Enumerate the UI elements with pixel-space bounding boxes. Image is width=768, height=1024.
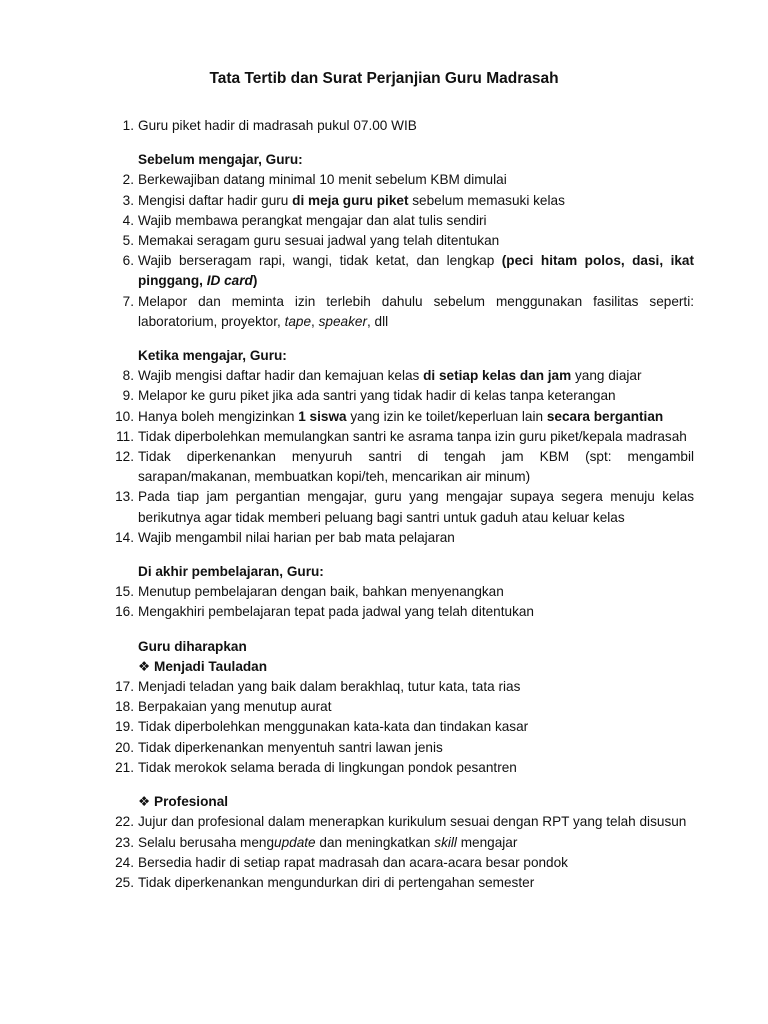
rule-number: 6.	[122, 253, 134, 269]
section-heading-diharapkan: Guru diharapkan	[138, 638, 247, 654]
rule-number: 23.	[115, 834, 134, 850]
rule-item-2	[110, 170, 694, 190]
rule-number: 19.	[115, 719, 134, 735]
rule-number: 24.	[115, 854, 134, 870]
rule-text: Pada tiap jam pergantian mengajar, guru yang mengajar supaya segera menuju kelas berikutnya agar tidak memberi peluang bagi santri untuk gaduh atau keluar kelas	[138, 489, 694, 525]
rule-number: 16.	[115, 604, 134, 620]
rule-item-1	[110, 116, 694, 136]
rule-text: Wajib mengambil nilai harian per bab mata pelajaran	[138, 529, 455, 545]
rule-text: Selalu berusaha mengupdate dan meningkatkan skill mengajar	[138, 834, 518, 850]
rule-item-16	[110, 602, 694, 622]
rule-item-23	[110, 833, 694, 853]
rule-number: 5.	[122, 233, 134, 249]
rule-number: 13.	[115, 489, 134, 505]
rule-text: Menutup pembelajaran dengan baik, bahkan menyenangkan	[138, 584, 504, 600]
document-title: Tata Tertib dan Surat Perjanjian Guru Madrasah	[209, 70, 559, 87]
rule-number: 10.	[115, 408, 134, 424]
rule-number: 11.	[116, 428, 134, 444]
rule-text: Wajib mengisi daftar hadir dan kemajuan kelas di setiap kelas dan jam yang diajar	[138, 368, 642, 384]
rule-item-4	[110, 211, 694, 231]
rule-item-13	[110, 487, 694, 527]
section-heading-sebelum: Sebelum mengajar, Guru:	[138, 152, 303, 168]
rule-number: 15.	[115, 584, 134, 600]
rule-item-14	[110, 528, 694, 548]
rule-item-5	[110, 231, 694, 251]
diamond-bullet-icon: ❖	[138, 794, 151, 810]
rule-item-10	[110, 407, 694, 427]
section-heading-ketika: Ketika mengajar, Guru:	[138, 348, 287, 364]
rule-text: Melapor dan meminta izin terlebih dahulu sebelum menggunakan fasilitas seperti: laboratorium, proyektor, tape, speaker, dll	[138, 293, 694, 329]
rule-text: Wajib berseragam rapi, wangi, tidak ketat, dan lengkap (peci hitam polos, dasi, ikat pinggang, ID card)	[138, 253, 694, 289]
rule-item-19	[110, 717, 694, 737]
rule-text: Tidak diperbolehkan memulangkan santri ke asrama tanpa izin guru piket/kepala madrasah	[138, 428, 687, 444]
rule-text: Berpakaian yang menutup aurat	[138, 699, 332, 715]
rule-number: 12.	[115, 449, 134, 465]
rule-item-12	[110, 447, 694, 487]
rule-text: Menjadi teladan yang baik dalam berakhlaq, tutur kata, tata rias	[138, 679, 521, 695]
rule-item-25	[110, 873, 694, 893]
rule-text: Mengakhiri pembelajaran tepat pada jadwal yang telah ditentukan	[138, 604, 534, 620]
rule-number: 25.	[115, 874, 134, 890]
rule-text: Berkewajiban datang minimal 10 menit sebelum KBM dimulai	[138, 172, 507, 188]
rule-text: Tidak diperkenankan menyentuh santri lawan jenis	[138, 739, 443, 755]
subheading-tauladan: ❖ Menjadi Tauladan	[110, 657, 694, 677]
rule-item-17	[110, 677, 694, 697]
rule-item-18	[110, 697, 694, 717]
section-heading-akhir: Di akhir pembelajaran, Guru:	[138, 564, 324, 580]
rule-text: Guru piket hadir di madrasah pukul 07.00 WIB	[138, 118, 417, 133]
rule-item-6	[110, 251, 694, 291]
rule-number: 4.	[122, 212, 134, 228]
rule-number: 7.	[122, 293, 134, 309]
rule-number: 8.	[122, 368, 134, 384]
rule-text: Tidak diperbolehkan menggunakan kata-kata dan tindakan kasar	[138, 719, 529, 735]
rule-item-15	[110, 582, 694, 602]
rule-item-21	[110, 758, 694, 778]
rule-number: 20.	[115, 739, 134, 755]
rule-number: 1.	[122, 118, 134, 133]
rule-number: 3.	[122, 192, 134, 208]
rule-item-24	[110, 853, 694, 873]
rule-item-8	[110, 366, 694, 386]
rule-number: 9.	[122, 388, 134, 404]
document-body	[110, 116, 694, 893]
rule-number: 18.	[115, 699, 134, 715]
diamond-bullet-icon: ❖	[138, 658, 151, 674]
rule-number: 2.	[122, 172, 134, 188]
rule-text: Tidak diperkenankan mengundurkan diri di pertengahan semester	[138, 874, 535, 890]
rule-text: Bersedia hadir di setiap rapat madrasah dan acara-acara besar pondok	[138, 854, 568, 870]
rule-text: Hanya boleh mengizinkan 1 siswa yang izin ke toilet/keperluan lain secara bergantian	[138, 408, 664, 424]
rule-item-3	[110, 191, 694, 211]
rule-text: Memakai seragam guru sesuai jadwal yang telah ditentukan	[138, 233, 500, 249]
rule-text: Wajib membawa perangkat mengajar dan alat tulis sendiri	[138, 212, 487, 228]
rule-text: Tidak merokok selama berada di lingkungan pondok pesantren	[138, 759, 517, 775]
rule-item-9	[110, 386, 694, 406]
rule-item-22	[110, 812, 694, 832]
rule-item-11	[110, 427, 694, 447]
rule-number: 22.	[115, 814, 134, 830]
rule-number: 14.	[115, 529, 134, 545]
rule-number: 17.	[115, 679, 134, 695]
rule-text: Jujur dan profesional dalam menerapkan kurikulum sesuai dengan RPT yang telah disusun	[138, 814, 687, 830]
rule-text: Tidak diperkenankan menyuruh santri di tengah jam KBM (spt: mengambil sarapan/makanan, membuatkan kopi/teh, mencarikan air minum)	[138, 449, 694, 485]
rule-text: Mengisi daftar hadir guru di meja guru piket sebelum memasuki kelas	[138, 192, 565, 208]
rule-item-7	[110, 292, 694, 332]
subheading-profesional: ❖ Profesional	[110, 792, 694, 812]
rule-number: 21.	[115, 759, 134, 775]
rule-item-20	[110, 738, 694, 758]
rule-text: Melapor ke guru piket jika ada santri yang tidak hadir di kelas tanpa keterangan	[138, 388, 616, 404]
